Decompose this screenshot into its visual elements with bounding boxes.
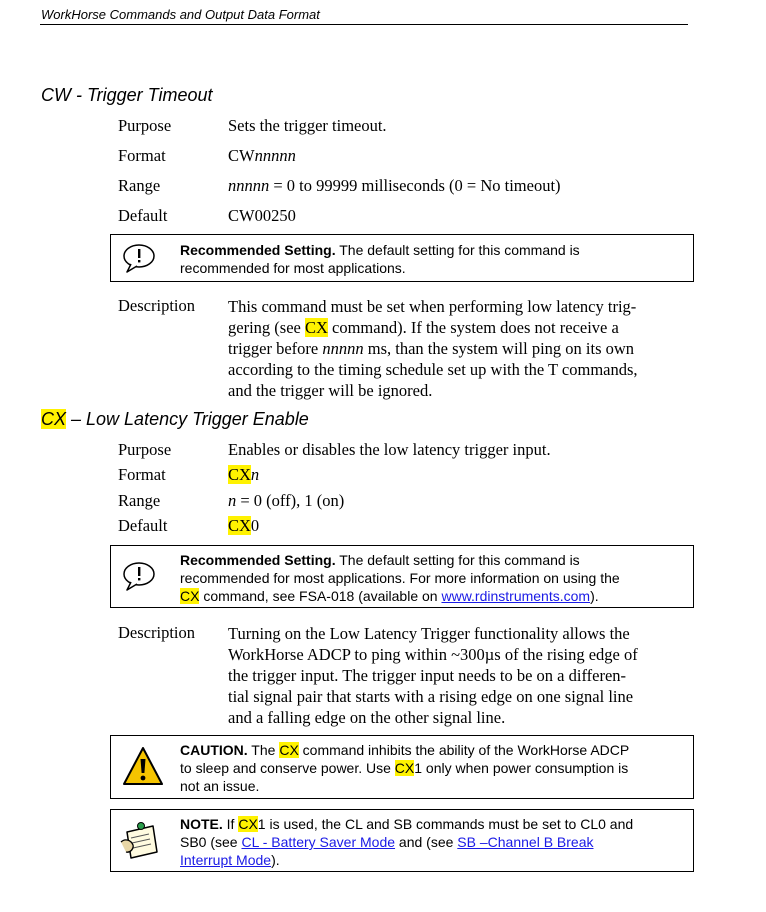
caution-l2a: to sleep and conserve power. Use [180, 760, 395, 776]
cw-recommended-text [180, 241, 685, 277]
cw-desc-line1: This command must be set when performing low latency trig- [228, 297, 637, 316]
note-l3b: ). [271, 852, 280, 868]
cx-desc-line4: tial signal pair that starts with a rising edge on one signal line [228, 687, 634, 706]
cw-desc-l2a: gering (see [228, 318, 305, 337]
cx-rec-line3 [180, 587, 688, 605]
note-bold: NOTE. [180, 816, 223, 832]
cx-rec-cx-highlight: CX [180, 588, 200, 604]
note-l1a: If [222, 816, 239, 832]
cw-purpose-label: Purpose [118, 116, 172, 135]
cx-recommended-box [110, 545, 694, 608]
note-cx-highlight: CX [238, 816, 258, 832]
cx-rec-l3b: ). [590, 588, 599, 604]
cw-description-label: Description [118, 296, 195, 315]
cl-battery-saver-link[interactable]: CL - Battery Saver Mode [241, 834, 396, 850]
running-header: WorkHorse Commands and Output Data Format [41, 7, 320, 22]
cw-range-arg: nnnnn [228, 176, 270, 195]
sb-channel-b-break-link[interactable]: SB –Channel B Break [457, 834, 594, 850]
cw-desc-l3a: trigger before [228, 339, 323, 358]
cx-range-rest: = 0 (off), 1 (on) [236, 491, 345, 510]
interrupt-mode-link[interactable]: Interrupt Mode [180, 852, 272, 868]
cw-default-label: Default [118, 206, 168, 225]
cx-rec-bold: Recommended Setting. [180, 552, 336, 568]
cw-format-label: Format [118, 146, 166, 165]
cw-recommended-box [110, 234, 694, 282]
cw-rec-l1: The default setting for this command is [335, 242, 580, 258]
note-line2 [180, 833, 688, 851]
cx-title-rest: – Low Latency Trigger Enable [66, 409, 309, 429]
note-hand-icon [119, 818, 163, 862]
cw-description [228, 296, 698, 401]
cx-title-highlight: CX [41, 409, 67, 429]
cx-purpose-label: Purpose [118, 440, 172, 459]
cx-rec-l3a: command, see FSA-018 (available on [199, 588, 442, 604]
cw-range-rest: = 0 to 99999 milliseconds (0 = No timeout) [269, 176, 561, 195]
cx-format-value [228, 465, 259, 485]
cx-recommended-text [180, 551, 688, 605]
caution-l2b: 1 only when power consumption is [414, 760, 629, 776]
cx-format-prefix: CX [228, 465, 251, 484]
cw-desc-l3-italic: nnnnn [322, 339, 364, 358]
cw-desc-line4: according to the timing schedule set up with the T commands, [228, 360, 638, 379]
cx-format-arg: n [250, 465, 260, 484]
header-rule [40, 24, 688, 25]
rdinstruments-link[interactable]: www.rdinstruments.com [441, 588, 591, 604]
note-l2b: and (see [395, 834, 458, 850]
cw-range-label: Range [118, 176, 161, 195]
caution-box [110, 735, 694, 799]
cw-desc-line2 [228, 317, 698, 338]
cx-section-title [41, 409, 309, 430]
cx-format-label: Format [118, 465, 166, 484]
note-line3 [180, 851, 688, 869]
cx-description [228, 623, 698, 728]
caution-line3: not an issue. [180, 778, 260, 794]
cw-desc-l2b: command). If the system does not receive a [327, 318, 619, 337]
cx-default-value [228, 516, 259, 536]
cw-rec-line1 [180, 241, 685, 259]
cx-rec-line2: recommended for most applications. For more information on using the [180, 570, 620, 586]
cw-rec-bold: Recommended Setting. [180, 242, 336, 258]
cw-rec-line2: recommended for most applications. [180, 260, 406, 276]
cx-desc-line3: the trigger input. The trigger input needs to be on a differen- [228, 666, 627, 685]
cw-desc-l3b: ms, than the system will ping on its own [363, 339, 635, 358]
cw-desc-cx-highlight: CX [304, 318, 328, 337]
cw-format-arg: nnnnn [254, 146, 296, 165]
caution-l1b: command inhibits the ability of the WorkHorse ADCP [298, 742, 630, 758]
note-l2a: SB0 (see [180, 834, 242, 850]
note-line1 [180, 815, 688, 833]
cx-desc-line1: Turning on the Low Latency Trigger functionality allows the [228, 624, 630, 643]
cw-purpose-value: Sets the trigger timeout. [228, 116, 387, 135]
cx-purpose-value: Enables or disables the low latency trigger input. [228, 440, 551, 459]
cx-default-label: Default [118, 516, 168, 535]
speech-bubble-exclamation-icon [121, 242, 157, 274]
caution-bold: CAUTION. [180, 742, 248, 758]
cx-default-rest: 0 [250, 516, 260, 535]
cx-rec-line1 [180, 551, 688, 569]
cx-default-highlight: CX [228, 516, 251, 535]
note-l1b: 1 is used, the CL and SB commands must be set to CL0 and [257, 816, 634, 832]
caution-line1 [180, 741, 688, 759]
caution-l1a: The [247, 742, 280, 758]
warning-triangle-icon [121, 744, 165, 788]
cw-default-value: CW00250 [228, 206, 296, 225]
caution-cx-highlight-2: CX [394, 760, 415, 776]
note-box [110, 809, 694, 872]
cx-description-label: Description [118, 623, 195, 642]
cw-desc-line5: and the trigger will be ignored. [228, 381, 433, 400]
cw-format-value [228, 146, 296, 166]
cx-range-value [228, 491, 344, 511]
cx-desc-line5: and a falling edge on the other signal line. [228, 708, 506, 727]
caution-cx-highlight-1: CX [279, 742, 299, 758]
cx-range-arg: n [228, 491, 237, 510]
cx-desc-line2: WorkHorse ADCP to ping within ~300µs of the rising edge of [228, 645, 638, 664]
cw-desc-line3 [228, 338, 698, 359]
cw-section-title: CW - Trigger Timeout [41, 85, 213, 105]
speech-bubble-exclamation-icon [121, 560, 157, 592]
cx-rec-l1: The default setting for this command is [335, 552, 580, 568]
caution-line2 [180, 759, 688, 777]
cw-range-value [228, 176, 561, 196]
cx-range-label: Range [118, 491, 161, 510]
cw-format-prefix: CW [228, 146, 255, 165]
note-text [180, 815, 688, 869]
caution-text [180, 741, 688, 795]
